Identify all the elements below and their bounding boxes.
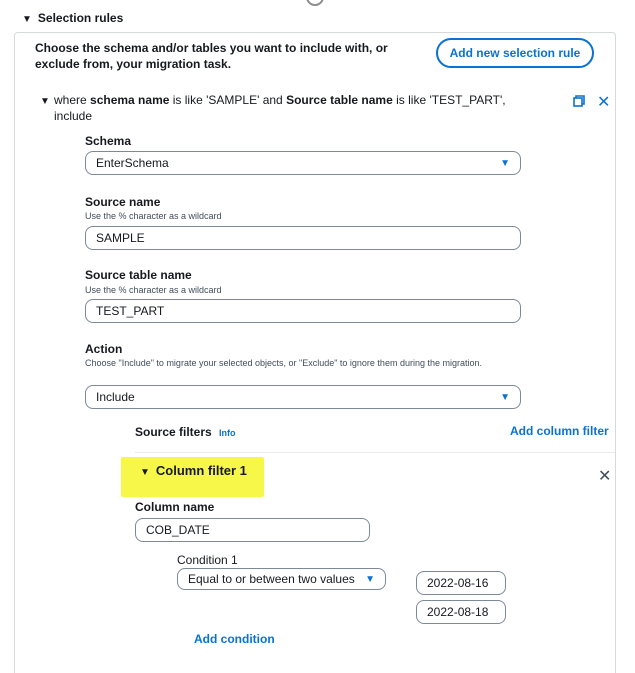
rule-summary-mid: is like 'SAMPLE' and: [169, 93, 287, 107]
remove-column-filter-button[interactable]: [598, 466, 611, 486]
condition-value-2-input[interactable]: [416, 600, 506, 624]
rule-summary-schema-label: schema name: [90, 93, 170, 107]
caret-down-icon: ▼: [40, 96, 50, 107]
source-filters-info-link[interactable]: Info: [219, 428, 236, 438]
source-name-input[interactable]: [85, 226, 521, 250]
source-table-name-hint: Use the % character as a wildcard: [85, 285, 222, 295]
selection-rules-description: Choose the schema and/or tables you want to include with, or exclude from, your migration task.: [35, 41, 388, 71]
source-filters-heading: [135, 425, 236, 439]
remove-rule-button[interactable]: [597, 92, 610, 112]
add-column-filter-link[interactable]: Add column filter: [510, 424, 609, 438]
duplicate-rule-button[interactable]: [573, 94, 585, 110]
action-select-value: Include: [96, 390, 135, 404]
source-name-value: SAMPLE: [96, 231, 145, 245]
dropdown-arrow-icon: ▼: [500, 157, 510, 169]
source-name-label: Source name: [85, 195, 161, 209]
top-ring-icon: [306, 0, 324, 6]
column-name-value: COB_DATE: [146, 523, 210, 537]
caret-down-icon: ▼: [22, 14, 32, 25]
dropdown-arrow-icon: ▼: [365, 573, 375, 585]
condition-value-1-input[interactable]: [416, 571, 506, 595]
column-filter-header[interactable]: [140, 463, 247, 478]
rule-summary[interactable]: [40, 92, 520, 124]
condition-select[interactable]: [177, 568, 386, 590]
column-name-label: Column name: [135, 500, 215, 514]
selection-rules-title: Selection rules: [37, 11, 124, 25]
dropdown-arrow-icon: ▼: [500, 391, 510, 403]
rule-summary-table-label: Source table name: [286, 93, 393, 107]
action-select[interactable]: [85, 385, 521, 409]
column-name-input[interactable]: [135, 518, 370, 542]
column-filter-title: Column filter 1: [155, 463, 247, 478]
action-hint: Choose "Include" to migrate your selected objects, or "Exclude" to ignore them during the migration.: [85, 358, 482, 368]
source-table-name-value: TEST_PART: [96, 304, 165, 318]
action-label: Action: [85, 342, 123, 356]
source-table-name-label: Source table name: [85, 268, 192, 282]
rule-summary-text: [40, 92, 520, 124]
close-icon: ✕: [597, 94, 611, 111]
condition-value-2: 2022-08-18: [427, 605, 489, 619]
rule-summary-prefix: where: [54, 93, 91, 107]
schema-select[interactable]: [85, 151, 521, 175]
source-table-name-input[interactable]: [85, 299, 521, 323]
schema-select-value: EnterSchema: [96, 156, 169, 170]
close-icon: ✕: [598, 468, 612, 485]
filter-divider: [135, 452, 615, 453]
selection-rules-header[interactable]: [22, 11, 123, 25]
condition-label: Condition 1: [177, 553, 238, 567]
schema-label: Schema: [85, 134, 132, 148]
source-filters-label: Source filters: [135, 425, 212, 439]
add-new-selection-rule-button[interactable]: Add new selection rule: [436, 38, 594, 68]
condition-select-value: Equal to or between two values: [188, 572, 355, 586]
rule-summary-suffix: is like 'TEST_PART', include: [54, 93, 506, 123]
caret-down-icon: ▼: [140, 467, 150, 478]
add-condition-link[interactable]: Add condition: [194, 632, 275, 646]
copy-icon: [573, 95, 585, 107]
condition-value-1: 2022-08-16: [427, 576, 489, 590]
source-name-hint: Use the % character as a wildcard: [85, 211, 222, 221]
